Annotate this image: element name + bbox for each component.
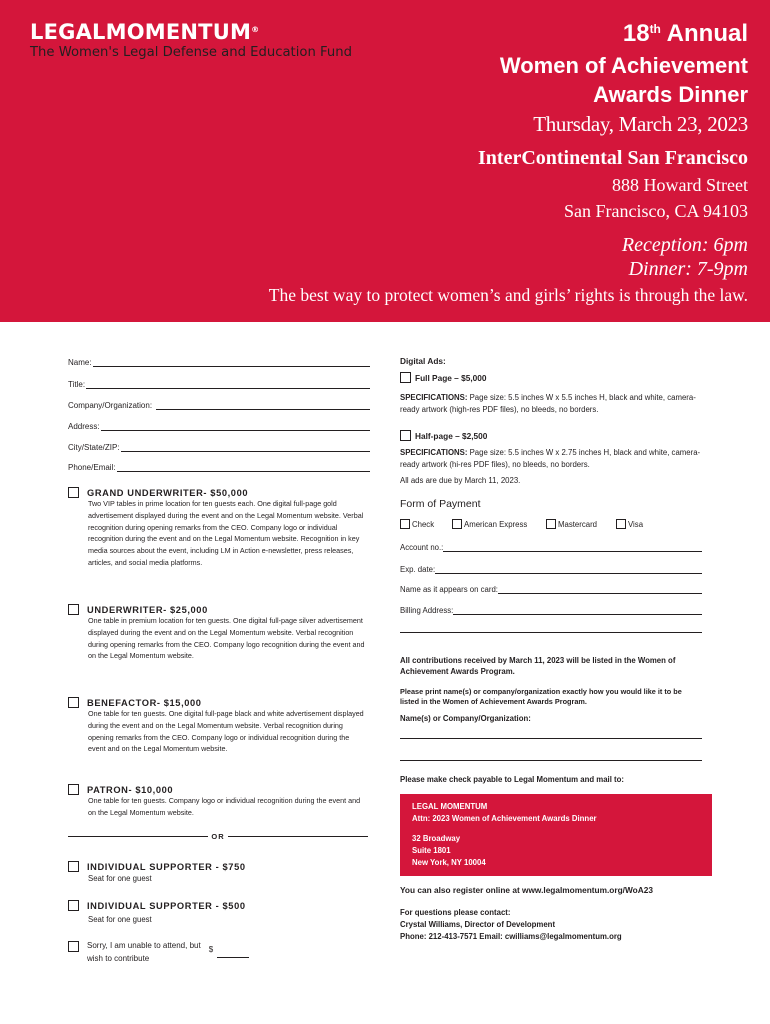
level-benefactor <box>68 697 368 755</box>
or-rule-right <box>228 836 368 837</box>
name-field[interactable] <box>68 355 370 367</box>
mail-attn: Attn: 2023 Women of Achievement Awards Dinner <box>412 814 597 823</box>
legal-momentum-logo <box>30 20 352 62</box>
print-name-notice: Please print name(s) or company/organization exactly how you would like it to be listed in the Women of Achievement Awards Program. <box>400 687 682 706</box>
half-page-ad-checkbox[interactable] <box>400 430 411 441</box>
level-grand-underwriter <box>68 487 368 569</box>
contribute-text-line2: wish to contribute <box>87 953 150 963</box>
underwriter-checkbox[interactable] <box>68 604 79 615</box>
half-page-ad-label: Half-page – $2,500 <box>415 430 488 441</box>
logo-word-legal: LEGAL <box>30 20 106 44</box>
full-page-ad-checkbox[interactable] <box>400 372 411 383</box>
company-field[interactable] <box>68 398 370 410</box>
benefactor-checkbox[interactable] <box>68 697 79 708</box>
motto: The best way to protect women’s and girls’ rights is through the law. <box>268 285 748 305</box>
payment-option-label: Check <box>412 519 435 529</box>
company-label: Company/Organization: <box>68 401 153 410</box>
level-title: INDIVIDUAL SUPPORTER - $500 <box>87 900 246 911</box>
logo-word-momentum: MOMENTUM <box>105 20 252 44</box>
logo-wordmark <box>30 20 352 44</box>
contribute-option <box>68 940 368 965</box>
event-venue: InterContinental San Francisco <box>478 147 748 169</box>
payment-amex-option[interactable] <box>452 519 546 529</box>
contact-name: Crystal Williams, Director of Development <box>400 920 556 929</box>
payment-option-label: American Express <box>464 519 528 529</box>
exp-date-label: Exp. date: <box>400 565 436 574</box>
exp-date-line[interactable] <box>435 565 702 574</box>
payment-visa-option[interactable] <box>616 519 643 529</box>
dinner-time: Dinner: 7-9pm <box>628 258 748 280</box>
mailing-address-box <box>400 794 712 876</box>
full-page-ad-option <box>400 372 702 383</box>
register-online-text: You can also register online at www.legalmomentum.org/WoA23 <box>400 885 653 895</box>
annual-ordinal: th <box>649 22 661 36</box>
phone-email-label: Phone/Email: <box>68 463 116 472</box>
account-number-label: Account no.: <box>400 543 444 552</box>
billing-address-label: Billing Address: <box>400 606 454 615</box>
questions-heading: For questions please contact: <box>400 908 511 917</box>
or-rule-left <box>68 836 208 837</box>
event-title-line1: Women of Achievement <box>499 53 748 78</box>
dollar-sign: $ <box>208 945 214 954</box>
full-page-spec <box>400 392 702 416</box>
level-individual-750 <box>68 861 368 885</box>
exp-date-field[interactable] <box>400 562 702 574</box>
level-title: UNDERWRITER- $25,000 <box>87 604 208 615</box>
city-state-zip-field[interactable] <box>68 440 370 452</box>
mail-org: LEGAL MOMENTUM <box>412 802 488 811</box>
title-line[interactable] <box>86 380 370 389</box>
contact-phone-email: Phone: 212-413-7571 Email: cwilliams@legalmomentum.org <box>400 932 622 941</box>
payment-mastercard-option[interactable] <box>546 519 616 529</box>
level-description: Seat for one guest <box>88 874 152 883</box>
level-description: One table for ten guests. Company logo or individual recognition during the event and on the Legal Momentum website. <box>88 796 361 817</box>
spec-text: Page size: 5.5 inches W x 5.5 inches H, black and white, camera-ready artwork (high-res PDF files), no bleeds, no borders. <box>400 393 696 414</box>
title-label: Title: <box>68 380 86 389</box>
spec-text: Page size: 5.5 inches W x 2.75 inches H, black and white, camera-ready artwork (hi-res PDF files), no bleeds, no borders. <box>400 448 701 469</box>
name-label: Name: <box>68 358 92 367</box>
reception-time: Reception: 6pm <box>621 234 748 256</box>
title-field[interactable] <box>68 377 370 389</box>
level-underwriter <box>68 604 368 662</box>
event-date: Thursday, March 23, 2023 <box>533 112 748 136</box>
listing-name-line-2[interactable] <box>400 760 702 761</box>
level-patron <box>68 784 368 819</box>
payment-option-label: Mastercard <box>558 519 597 529</box>
half-page-spec <box>400 447 702 471</box>
listing-name-label: Name(s) or Company/Organization: <box>400 714 531 723</box>
level-description: One table in premium location for ten guests. One digital full-page silver advertisement displayed during the event and on the Legal Momentum website. Verbal recognition during opening remarks from the CEO. Company logo recognition during the event and on the Legal Momentum website. <box>88 616 365 661</box>
level-title: GRAND UNDERWRITER- $50,000 <box>87 487 249 498</box>
mail-suite: Suite 1801 <box>412 846 451 855</box>
registered-mark: ® <box>251 25 260 34</box>
level-title: INDIVIDUAL SUPPORTER - $750 <box>87 861 246 872</box>
event-title-line2: Awards Dinner <box>593 82 748 107</box>
city-state-zip-line[interactable] <box>121 443 370 452</box>
phone-email-field[interactable] <box>68 460 370 472</box>
patron-checkbox[interactable] <box>68 784 79 795</box>
account-number-field[interactable] <box>400 540 702 552</box>
logo-tagline: The Women's Legal Defense and Education Fund <box>30 45 352 60</box>
company-line[interactable] <box>156 401 370 410</box>
ads-due-date: All ads are due by March 11, 2023. <box>400 476 521 485</box>
header-banner <box>0 0 770 322</box>
level-description: One table for ten guests. One digital full-page black and white advertisement displayed during the event and on the Legal Momentum website. Verbal recognition during opening remarks from the CEO. Company logo or individual recognition during the event and on the Legal Momentum website. <box>88 709 364 754</box>
level-title: PATRON- $10,000 <box>87 784 174 795</box>
visa-checkbox[interactable] <box>616 519 626 529</box>
amex-checkbox[interactable] <box>452 519 462 529</box>
listing-name-line-1[interactable] <box>400 738 702 739</box>
payment-check-option[interactable] <box>400 519 452 529</box>
annual-number: 18 <box>622 20 650 47</box>
spec-label: SPECIFICATIONS: <box>400 393 468 402</box>
contribution-notice: All contributions received by March 11, 2023 will be listed in the Women of Achievement Awards Program. <box>400 656 676 676</box>
name-on-card-label: Name as it appears on card: <box>400 585 498 594</box>
name-on-card-line[interactable] <box>498 585 702 594</box>
or-divider <box>68 832 368 841</box>
billing-address-line[interactable] <box>453 606 702 615</box>
address-field[interactable] <box>68 419 370 431</box>
check-checkbox[interactable] <box>400 519 410 529</box>
city-state-zip-label: City/State/ZIP: <box>68 443 120 452</box>
check-payable-notice: Please make check payable to Legal Momentum and mail to: <box>400 775 625 784</box>
phone-email-line[interactable] <box>117 463 370 472</box>
payment-options <box>400 519 702 529</box>
or-label: OR <box>211 832 225 841</box>
half-page-ad-option <box>400 430 702 441</box>
form-of-payment-title: Form of Payment <box>400 498 481 510</box>
name-line[interactable] <box>93 358 370 367</box>
digital-ads-heading: Digital Ads: <box>400 356 446 366</box>
mail-street: 32 Broadway <box>412 834 461 843</box>
mastercard-checkbox[interactable] <box>546 519 556 529</box>
grand-underwriter-checkbox[interactable] <box>68 487 79 498</box>
individual-750-checkbox[interactable] <box>68 861 79 872</box>
mail-city: New York, NY 10004 <box>412 858 486 867</box>
level-title: BENEFACTOR- $15,000 <box>87 697 202 708</box>
name-on-card-field[interactable] <box>400 582 702 594</box>
contribute-checkbox[interactable] <box>68 941 79 952</box>
venue-street: 888 Howard Street <box>612 175 748 195</box>
level-individual-500 <box>68 900 368 926</box>
level-description: Seat for one guest <box>88 915 152 924</box>
level-description: Two VIP tables in prime location for ten guests each. One digital full-page gold advertisement displayed during the event and on the Legal Momentum website. Verbal recognition during opening remarks from the CEO. Company logo or individual recognition during the event and on the Legal Momentum website. Recognition in key media sources about the event, including LM in Action e-newsletter, press releases, articles, and social media platforms. <box>88 499 364 567</box>
address-line[interactable] <box>101 422 370 431</box>
annual-word: Annual <box>666 20 748 47</box>
account-number-line[interactable] <box>443 543 702 552</box>
full-page-ad-label: Full Page – $5,000 <box>415 372 487 383</box>
contribute-text-line1: Sorry, I am unable to attend, but <box>87 941 201 950</box>
billing-address-field[interactable] <box>400 603 702 615</box>
contribute-amount-line[interactable] <box>217 940 249 958</box>
spec-label: SPECIFICATIONS: <box>400 448 468 457</box>
address-label: Address: <box>68 422 100 431</box>
event-annual <box>623 20 748 48</box>
venue-city: San Francisco, CA 94103 <box>564 201 748 221</box>
billing-address-line-2[interactable] <box>400 632 702 633</box>
payment-option-label: Visa <box>628 519 644 529</box>
individual-500-checkbox[interactable] <box>68 900 79 911</box>
